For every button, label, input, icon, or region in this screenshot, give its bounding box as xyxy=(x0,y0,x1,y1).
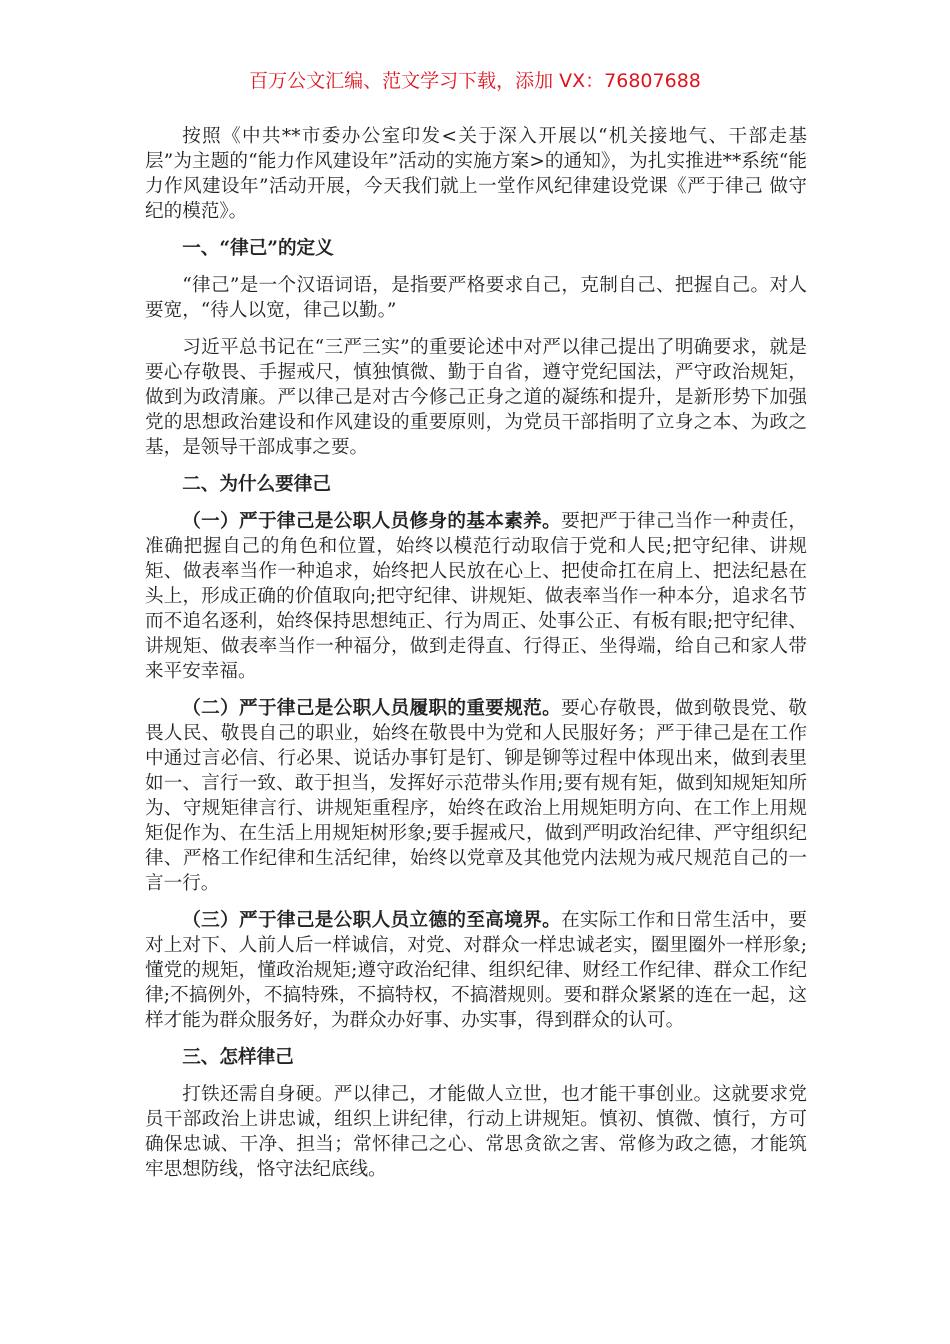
intro-paragraph: 按照《中共**市委办公室印发<关于深入开展以“机关接地气、干部走基层”为主题的“能力作风建设年”活动的实施方案>的通知》，为扎实推进**系统“能力作风建设年”活动开展，今天我们就上一堂作风纪律建设党课《严于律己 做守纪的模范》。 xyxy=(145,126,807,222)
subsection-2-text: 要心存敬畏，做到敬畏党、敬畏人民、敬畏自己的职业，始终在敬畏中为党和人民服好务；严于律己是在工作中通过言必信、行必果、说话办事钉是钉、铆是铆等过程中体现出来，做到表里如一、言行一致、敢于担当，发挥好示范带头作用;要有规有矩，做到知规矩知所为、守规矩律言行、讲规矩重程序，始终在政治上用规矩明方向、在工作上用规矩促作为、在生活上用规矩树形象;要手握戒尺，做到严明政治纪律、严守组织纪律、严格工作纪律和生活纪律，始终以党章及其他党内法规为戒尺规范自己的一言一行。 xyxy=(145,698,807,894)
section-heading-2: 二、为什么要律己 xyxy=(182,474,331,495)
subsection-2-title: （二）严于律己是公职人员履职的重要规范。 xyxy=(182,698,562,719)
watermark-header: 百万公文汇编、范文学习下载，添加 VX：76807688 xyxy=(249,70,701,92)
document-body xyxy=(145,124,807,1194)
how-paragraph: 打铁还需自身硬。严以律己，才能做人立世，也才能干事创业。这就要求党员干部政治上讲忠诚，组织上讲纪律，行动上讲规矩。慎初、慎微、慎行，方可确保忠诚、干净、担当；常怀律己之心、常思贪欲之害、常修为政之德，才能筑牢思想防线，恪守法纪底线。 xyxy=(145,1084,807,1180)
subsection-3 xyxy=(145,908,807,1033)
subsection-2 xyxy=(145,696,807,896)
subsection-1-title: （一）严于律己是公职人员修身的基本素养。 xyxy=(182,511,562,532)
subsection-1 xyxy=(145,509,807,684)
subsection-1-text: 要把严于律己当作一种责任，准确把握自己的角色和位置，始终以模范行动取信于党和人民;把守纪律、讲规矩、做表率当作一种追求，始终把人民放在心上、把使命扛在肩上、把法纪悬在头上，形成正确的价值取向;把守纪律、讲规矩、做表率当作一种本分，追求名节而不追名逐利，始终保持思想纯正、行为周正、处事公正、有板有眼;把守纪律、讲规矩、做表率当作一种福分，做到走得直、行得正、坐得端，给自己和家人带来平安幸福。 xyxy=(145,511,807,682)
subsection-3-title: （三）严于律己是公职人员立德的至高境界。 xyxy=(182,910,562,931)
requirement-paragraph: 习近平总书记在“三严三实”的重要论述中对严以律己提出了明确要求，就是要心存敬畏、手握戒尺，慎独慎微、勤于自省，遵守党纪国法，严守政治规矩，做到为政清廉。严以律己是对古今修己正身之道的凝练和提升，是新形势下加强党的思想政治建设和作风建设的重要原则，为党员干部指明了立身之本、为政之基，是领导干部成事之要。 xyxy=(145,337,807,458)
definition-paragraph: “律己”是一个汉语词语，是指要严格要求自己，克制自己、把握自己。对人要宽，“待人以宽，律己以勤。” xyxy=(145,275,807,321)
subsection-3-text: 在实际工作和日常生活中，要对上对下、人前人后一样诚信，对党、对群众一样忠诚老实，圈里圈外一样形象;懂党的规矩，懂政治规矩;遵守政治纪律、组织纪律、财经工作纪律、群众工作纪律;不搞例外，不搞特殊，不搞特权，不搞潜规则。要和群众紧紧的连在一起，这样才能为群众服务好，为群众办好事、办实事，得到群众的认可。 xyxy=(145,910,807,1031)
section-heading-3: 三、怎样律己 xyxy=(182,1047,294,1068)
section-heading-1: 一、“律己”的定义 xyxy=(182,238,334,259)
